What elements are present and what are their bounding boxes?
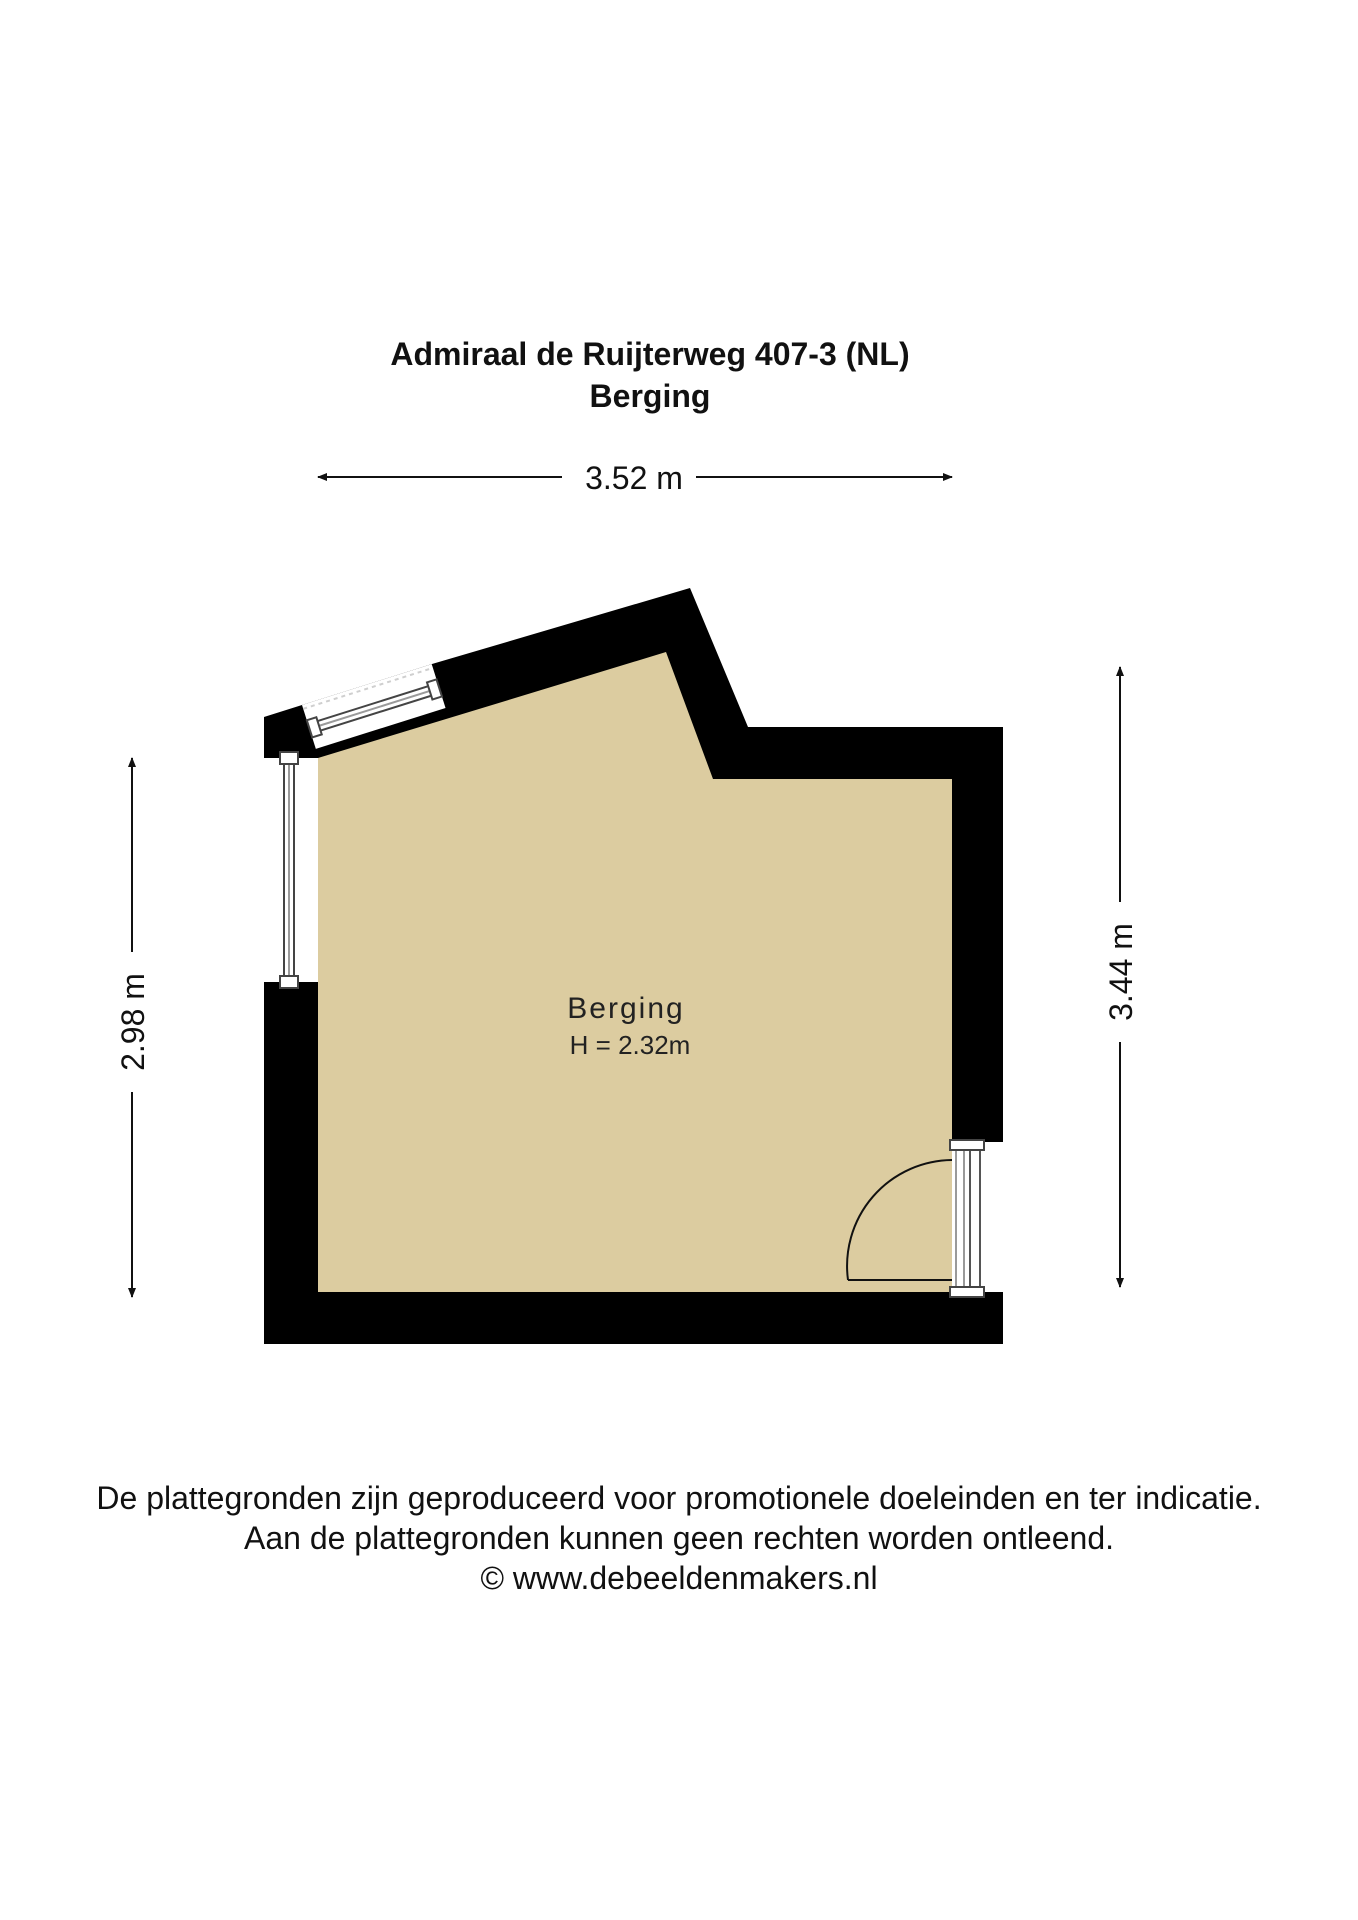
room-height-label: H = 2.32m <box>569 1030 691 1060</box>
door-frame-right <box>970 1142 980 1292</box>
left-window-sill-top <box>280 752 298 764</box>
left-height-dimension <box>115 758 151 1297</box>
plan-address-title: Admiraal de Ruijterweg 407-3 (NL) <box>390 336 910 372</box>
width-dimension-label: 3.52 m <box>585 460 683 496</box>
copyright-line: © www.debeeldenmakers.nl <box>480 1560 878 1596</box>
door-jamb-bottom <box>950 1287 984 1297</box>
disclaimer-line-2: Aan de plattegronden kunnen geen rechten worden ontleend. <box>243 1520 1114 1556</box>
disclaimer-line-1: De plattegronden zijn geproduceerd voor promotionele doeleinden en ter indicatie. <box>96 1480 1262 1516</box>
plan-floor-title: Berging <box>589 378 711 414</box>
left-window <box>280 752 298 988</box>
door-jamb-top <box>950 1140 984 1150</box>
left-height-dimension-label: 2.98 m <box>115 973 151 1071</box>
right-height-dimension-label: 3.44 m <box>1103 923 1139 1021</box>
left-window-sill-bottom <box>280 976 298 988</box>
width-dimension <box>318 460 952 496</box>
room-name-label: Berging <box>567 992 685 1025</box>
door-frame-left <box>956 1142 964 1292</box>
right-height-dimension <box>1103 667 1139 1287</box>
